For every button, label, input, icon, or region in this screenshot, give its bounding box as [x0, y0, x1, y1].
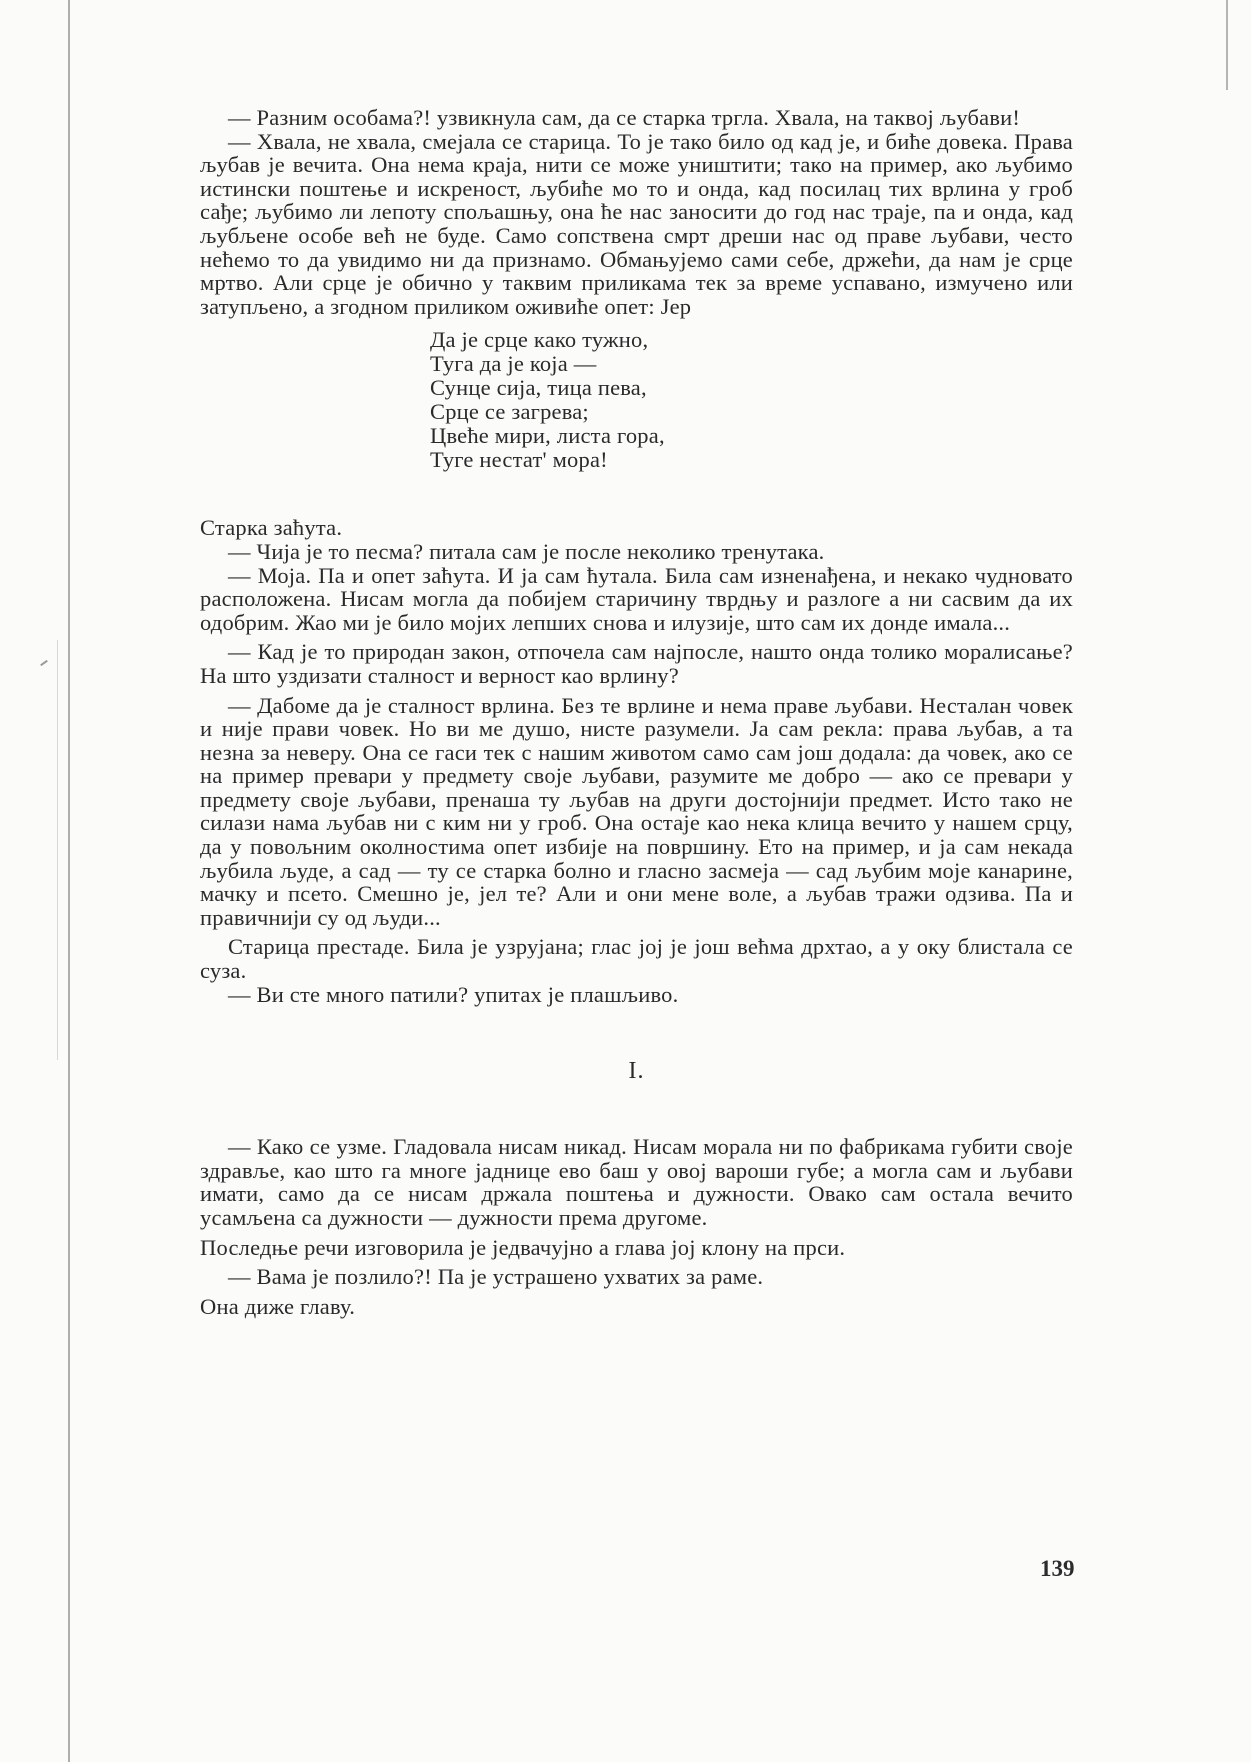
- paragraph: Старица престаде. Била је узрујана; глас јој је још већма дрхтао, а у оку блистала се суза.: [200, 934, 1073, 984]
- poem: [430, 328, 1073, 472]
- paragraph: — Хвала, не хвала, смејала се старица. То је тако било од кад је, и биће довека. Права љубав је вечита. Она нема краја, нити се може уништити; тако на пример, ако љубимо истински поштење и искреност, љубиће мо то и онда, кад посилац тих врлина у гроб сађе; љубимо ли лепоту спољашњу, она ће нас заносити до год нас траје, па и онда, кад љубљене особе већ не буде. Само сопствена смрт дреши нас од праве љубави, често нећемо то да увидимо ни да признамо. Обмањујемо сами себе, држећи, да нам је срце мртво. Али срце је обично у таквим приликама тек за време успавано, измучено или затупљено, а згодном приликом оживиће опет: Јер: [200, 128, 1073, 319]
- scan-margin-line: [57, 640, 58, 1060]
- poem-line: Туге нестат' мора!: [430, 447, 608, 473]
- paragraph: — Чија је то песма? питала сам је после неколико тренутака.: [228, 538, 825, 564]
- paragraph: — Вама је позлило?! Па је устрашено ухватих за раме.: [228, 1264, 764, 1290]
- paragraph: Старка заћута.: [200, 515, 343, 541]
- page-body: [200, 106, 1073, 1318]
- poem-line: Туга да је која —: [430, 351, 597, 377]
- paragraph: — Разним особама?! узвикнула сам, да се старка тргла. Хвала, на таквој љубави!: [228, 105, 1021, 130]
- paragraph: — Дабоме да је сталност врлина. Без те врлине и нема праве љубави. Несталан човек и није прави човек. Но ви ме душо, нисте разумели. Ја сам рекла: права љубав, а та незна за неверу. Она се гаси тек с нашим животом само сам још додала: да човек, ако се на пример превари у предмету своје љубави, разумите ме добро — ако се превари у предмету своје љубави, пренаша ту љубав на други достојнији предмет. Исто тако не силази нама љубав ни с ким ни у гроб. Она остаје као нека клица вечито у нашем срцу, да у повољним околностима опет избије на површину. Ето на пример, и ја сам некада љубила људе, а сад — ту се старка болно и гласно засмеја — сад љубим моје канарине, мачку и псето. Смешно је, јел те? Али и они мене воле, а љубав тражи одзива. Па и правичнији су од људи...: [200, 692, 1073, 930]
- scan-mark: [40, 660, 48, 666]
- poem-line: Да је срце како тужно,: [430, 327, 649, 353]
- paragraph: — Моја. Па и опет заћута. И ја сам ћутала. Била сам изненађена, и некако чудновато расположена. Нисам могла да побијем старичину тврдњу и разлоге а ни сасвим да их одобрим. Жао ми је било мојих лепших снова и илузије, што сам их донде имала...: [200, 562, 1073, 635]
- poem-line: Сунце сија, тица пева,: [430, 375, 647, 401]
- poem-line: Срце се загрева;: [430, 399, 589, 425]
- poem-line: Цвеће мири, листа гора,: [430, 423, 665, 449]
- paragraph: Она диже главу.: [200, 1293, 356, 1319]
- paragraph: — Како се узме. Гладовала нисам никад. Нисам морала ни по фабрикама губити своје здравље, као што га многе јаднице ево баш у овој вароши губе; а могла сам и љубави имати, само да се нисам држала поштења и дужности. Овако сам остала вечито усамљена са дужности — дужности према другоме.: [200, 1134, 1073, 1230]
- paragraph: — Ви сте много патили? упитах је плашљиво.: [228, 981, 679, 1007]
- section-heading: I.: [628, 1058, 645, 1085]
- page-number: 139: [1040, 1556, 1075, 1581]
- scan-margin-line: [1226, 0, 1228, 90]
- paragraph: Последње речи изговорила је једвачујно а глава јој клону на прси.: [200, 1234, 846, 1260]
- paragraph: — Кад је то природан закон, отпочела сам најпосле, нашто онда толико моралисање? На што уздизати сталност и верност као врлину?: [200, 639, 1073, 688]
- scan-margin-line: [68, 0, 70, 1762]
